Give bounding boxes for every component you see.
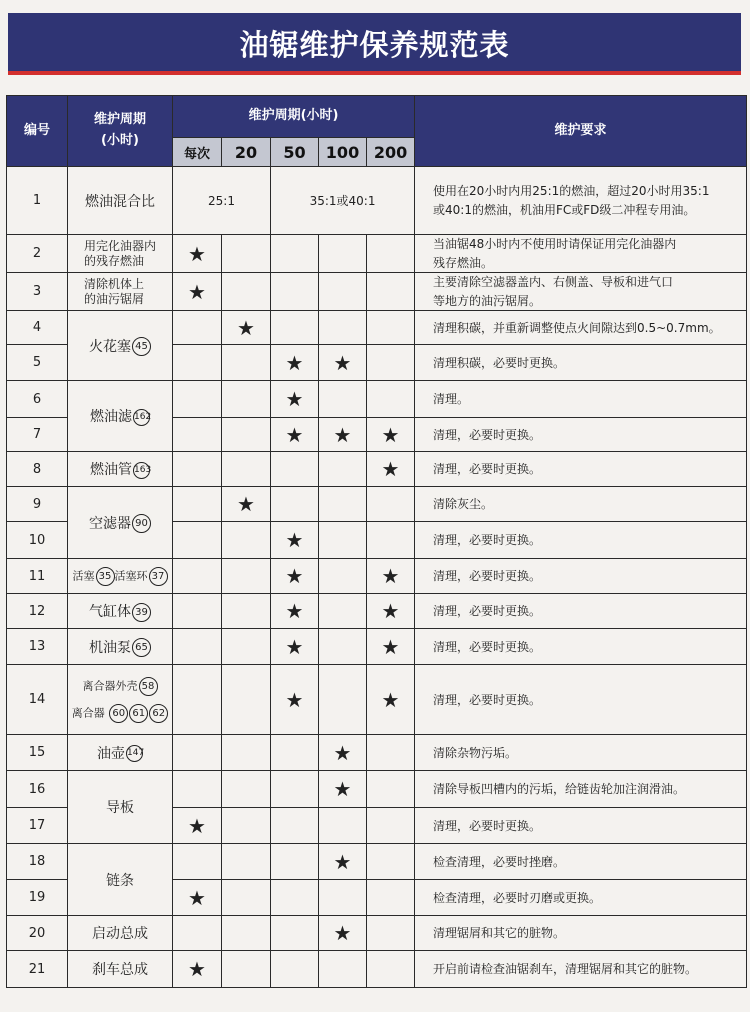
star-mark: ★ [319, 345, 367, 381]
requirement-cell: 清理，必要时更换。 [415, 559, 747, 594]
item-name [68, 665, 173, 735]
item-line: 的油污锯屑 [84, 291, 145, 306]
empty-cell [319, 559, 367, 594]
maintenance-table [6, 95, 747, 988]
empty-cell [271, 951, 319, 988]
table-row [7, 167, 747, 235]
empty-cell [319, 880, 367, 916]
row-number: 21 [7, 951, 68, 988]
empty-cell [367, 844, 415, 880]
empty-cell [271, 273, 319, 311]
requirement-cell [415, 167, 747, 235]
requirement-cell: 清除杂物污垢。 [415, 735, 747, 771]
star-mark: ★ [367, 559, 415, 594]
item-name [68, 273, 173, 311]
star-mark: ★ [367, 665, 415, 735]
part-ref-badge: 163 [133, 462, 150, 479]
empty-cell [271, 808, 319, 844]
empty-cell [222, 844, 271, 880]
star-mark: ★ [173, 951, 222, 988]
row-number: 2 [7, 235, 68, 273]
star-mark: ★ [173, 880, 222, 916]
requirement-line: 使用在20小时内用25:1的燃油，超过20小时用35:1 [433, 183, 710, 198]
item-name [68, 559, 173, 594]
part-ref-badge: 90 [132, 514, 151, 533]
table-row [7, 559, 747, 594]
interval-50: 50 [271, 138, 319, 167]
star-mark: ★ [367, 418, 415, 452]
table-row [7, 665, 747, 735]
table-row [7, 594, 747, 629]
empty-cell [222, 345, 271, 381]
part-ref-badge: 45 [132, 337, 151, 356]
empty-cell [222, 916, 271, 951]
empty-cell [173, 844, 222, 880]
requirement-cell [415, 235, 747, 273]
requirement-cell: 检查清理，必要时挫磨。 [415, 844, 747, 880]
title-accent-stripe [8, 71, 741, 75]
empty-cell [271, 880, 319, 916]
empty-cell [222, 235, 271, 273]
item-label: 油壶 [97, 745, 125, 762]
row-number: 16 [7, 771, 68, 808]
empty-cell [319, 629, 367, 665]
empty-cell [367, 735, 415, 771]
table-row [7, 735, 747, 771]
row-number: 12 [7, 594, 68, 629]
part-ref-badge: 37 [149, 567, 168, 586]
empty-cell [271, 916, 319, 951]
empty-cell [173, 594, 222, 629]
item-name [68, 381, 173, 452]
requirement-line: 或40:1的燃油，机油用FC或FD级二冲程专用油。 [433, 202, 696, 217]
row-number: 3 [7, 273, 68, 311]
title-banner [8, 13, 741, 75]
requirement-cell [415, 273, 747, 311]
empty-cell [319, 665, 367, 735]
empty-cell [319, 311, 367, 345]
requirement-line: 残存燃油。 [433, 255, 494, 270]
requirement-cell: 清理，必要时更换。 [415, 418, 747, 452]
interval-every-time: 每次 [173, 138, 222, 167]
empty-cell [319, 452, 367, 487]
empty-cell [173, 771, 222, 808]
row-number: 10 [7, 522, 68, 559]
item-label: 燃油管 [90, 462, 132, 479]
empty-cell [367, 311, 415, 345]
empty-cell [367, 235, 415, 273]
part-ref-badge: 147 [126, 745, 143, 762]
requirement-cell: 清理锯屑和其它的脏物。 [415, 916, 747, 951]
item-label: 空滤器 [89, 515, 131, 532]
empty-cell [222, 951, 271, 988]
empty-cell [222, 594, 271, 629]
star-mark: ★ [319, 916, 367, 951]
requirement-cell: 检查清理，必要时刃磨或更换。 [415, 880, 747, 916]
empty-cell [173, 665, 222, 735]
star-mark: ★ [271, 418, 319, 452]
row-number: 4 [7, 311, 68, 345]
row-number: 15 [7, 735, 68, 771]
requirement-cell: 清理积碳，必要时更换。 [415, 345, 747, 381]
empty-cell [173, 916, 222, 951]
header-interval: 维护周期(小时) [173, 96, 415, 138]
row-number: 18 [7, 844, 68, 880]
empty-cell [222, 522, 271, 559]
item-name [68, 487, 173, 559]
part-ref-badge: 62 [149, 704, 168, 723]
empty-cell [319, 235, 367, 273]
empty-cell [367, 951, 415, 988]
empty-cell [271, 487, 319, 522]
requirement-line: 当油锯48小时内不使用时请保证用完化油器内 [433, 237, 677, 251]
page-title: 油锯维护保养规范表 [239, 28, 510, 62]
ratio-cell: 25:1 [173, 167, 271, 235]
part-ref-badge: 60 [109, 704, 128, 723]
interval-200: 200 [367, 138, 415, 167]
star-mark: ★ [319, 844, 367, 880]
empty-cell [222, 559, 271, 594]
header-requirement: 维护要求 [415, 96, 747, 167]
empty-cell [222, 665, 271, 735]
row-number: 7 [7, 418, 68, 452]
star-mark: ★ [173, 235, 222, 273]
requirement-cell: 开启前请检查油锯刹车，清理锯屑和其它的脏物。 [415, 951, 747, 988]
empty-cell [173, 559, 222, 594]
item-label: 离合器 [71, 706, 105, 720]
star-mark: ★ [271, 381, 319, 418]
ratio-cell: 35:1或40:1 [271, 167, 415, 235]
empty-cell [271, 452, 319, 487]
requirement-cell: 清理积碳，并重新调整使点火间隙达到0.5~0.7mm。 [415, 311, 747, 345]
table-row [7, 452, 747, 487]
table-row [7, 235, 747, 273]
empty-cell [319, 522, 367, 559]
item-line: 清除机体上 [84, 276, 145, 291]
requirement-line: 等地方的油污锯屑。 [433, 293, 542, 308]
empty-cell [271, 844, 319, 880]
table-row [7, 951, 747, 988]
empty-cell [319, 808, 367, 844]
empty-cell [367, 808, 415, 844]
requirement-cell: 清理，必要时更换。 [415, 522, 747, 559]
empty-cell [173, 487, 222, 522]
row-number: 20 [7, 916, 68, 951]
empty-cell [271, 235, 319, 273]
part-ref-badge: 65 [132, 638, 151, 657]
requirement-cell: 清除导板凹槽内的污垢，给链齿轮加注润滑油。 [415, 771, 747, 808]
empty-cell [173, 381, 222, 418]
item-name: 启动总成 [68, 916, 173, 951]
empty-cell [222, 273, 271, 311]
empty-cell [367, 522, 415, 559]
item-name [68, 311, 173, 381]
requirement-cell: 清理。 [415, 381, 747, 418]
empty-cell [173, 418, 222, 452]
item-line [68, 704, 172, 723]
empty-cell [367, 880, 415, 916]
empty-cell [222, 629, 271, 665]
row-number: 6 [7, 381, 68, 418]
star-mark: ★ [271, 522, 319, 559]
star-mark: ★ [367, 594, 415, 629]
empty-cell [222, 880, 271, 916]
row-number: 11 [7, 559, 68, 594]
empty-cell [367, 487, 415, 522]
empty-cell [271, 311, 319, 345]
item-name: 导板 [68, 771, 173, 844]
requirement-cell: 清理，必要时更换。 [415, 594, 747, 629]
item-name [68, 594, 173, 629]
item-name: 刹车总成 [68, 951, 173, 988]
item-label: 活塞 [72, 569, 95, 583]
empty-cell [173, 345, 222, 381]
empty-cell [173, 522, 222, 559]
empty-cell [173, 629, 222, 665]
empty-cell [271, 771, 319, 808]
item-label: 离合器外壳 [82, 679, 138, 693]
item-line: 用完化油器内 [84, 238, 157, 253]
empty-cell [271, 735, 319, 771]
empty-cell [222, 771, 271, 808]
empty-cell [319, 381, 367, 418]
requirement-cell: 清理，必要时更换。 [415, 665, 747, 735]
empty-cell [367, 345, 415, 381]
star-mark: ★ [367, 629, 415, 665]
requirement-cell: 清理，必要时更换。 [415, 808, 747, 844]
row-number: 17 [7, 808, 68, 844]
row-number: 5 [7, 345, 68, 381]
row-number: 19 [7, 880, 68, 916]
header-number: 编号 [7, 96, 68, 167]
table-row [7, 487, 747, 522]
item-name: 燃油混合比 [68, 167, 173, 235]
star-mark: ★ [319, 771, 367, 808]
item-name [68, 235, 173, 273]
item-label: 燃油滤 [90, 409, 132, 426]
star-mark: ★ [319, 735, 367, 771]
empty-cell [319, 273, 367, 311]
star-mark: ★ [173, 273, 222, 311]
part-ref-badge: 35 [96, 567, 115, 586]
empty-cell [173, 311, 222, 345]
item-label: 活塞环 [114, 569, 148, 583]
empty-cell [367, 381, 415, 418]
table-row [7, 629, 747, 665]
header-item-line2: (小时) [101, 133, 139, 148]
empty-cell [222, 452, 271, 487]
star-mark: ★ [271, 629, 319, 665]
header-item [68, 96, 173, 167]
part-ref-badge: 61 [129, 704, 148, 723]
part-ref-badge: 39 [132, 603, 151, 622]
interval-100: 100 [319, 138, 367, 167]
star-mark: ★ [367, 452, 415, 487]
empty-cell [222, 418, 271, 452]
empty-cell [222, 381, 271, 418]
table-row [7, 844, 747, 880]
item-label: 气缸体 [89, 604, 131, 621]
empty-cell [319, 951, 367, 988]
row-number: 13 [7, 629, 68, 665]
empty-cell [367, 916, 415, 951]
item-name [68, 735, 173, 771]
star-mark: ★ [222, 487, 271, 522]
empty-cell [173, 452, 222, 487]
table-row [7, 771, 747, 808]
item-name [68, 629, 173, 665]
item-label: 机油泵 [89, 639, 131, 656]
star-mark: ★ [271, 559, 319, 594]
row-number: 9 [7, 487, 68, 522]
star-mark: ★ [271, 345, 319, 381]
part-ref-badge: 162 [133, 409, 150, 426]
table-row [7, 916, 747, 951]
empty-cell [222, 808, 271, 844]
table-row [7, 381, 747, 418]
empty-cell [173, 735, 222, 771]
row-number: 14 [7, 665, 68, 735]
empty-cell [367, 771, 415, 808]
star-mark: ★ [173, 808, 222, 844]
empty-cell [319, 487, 367, 522]
row-number: 1 [7, 167, 68, 235]
empty-cell [367, 273, 415, 311]
star-mark: ★ [271, 665, 319, 735]
item-label: 火花塞 [89, 338, 131, 355]
star-mark: ★ [319, 418, 367, 452]
interval-20: 20 [222, 138, 271, 167]
star-mark: ★ [271, 594, 319, 629]
row-number: 8 [7, 452, 68, 487]
table-row [7, 311, 747, 345]
part-ref-badge: 58 [139, 677, 158, 696]
requirement-line: 主要清除空滤器盖内、右侧盖、导板和进气口 [433, 275, 674, 290]
header-item-line1: 维护周期 [93, 112, 146, 128]
table-row [7, 273, 747, 311]
requirement-cell: 清理，必要时更换。 [415, 629, 747, 665]
item-line: 的残存燃油 [84, 253, 145, 268]
item-name: 链条 [68, 844, 173, 916]
item-line [68, 677, 172, 696]
requirement-cell: 清理，必要时更换。 [415, 452, 747, 487]
requirement-cell: 清除灰尘。 [415, 487, 747, 522]
empty-cell [319, 594, 367, 629]
item-name [68, 452, 173, 487]
empty-cell [222, 735, 271, 771]
star-mark: ★ [222, 311, 271, 345]
